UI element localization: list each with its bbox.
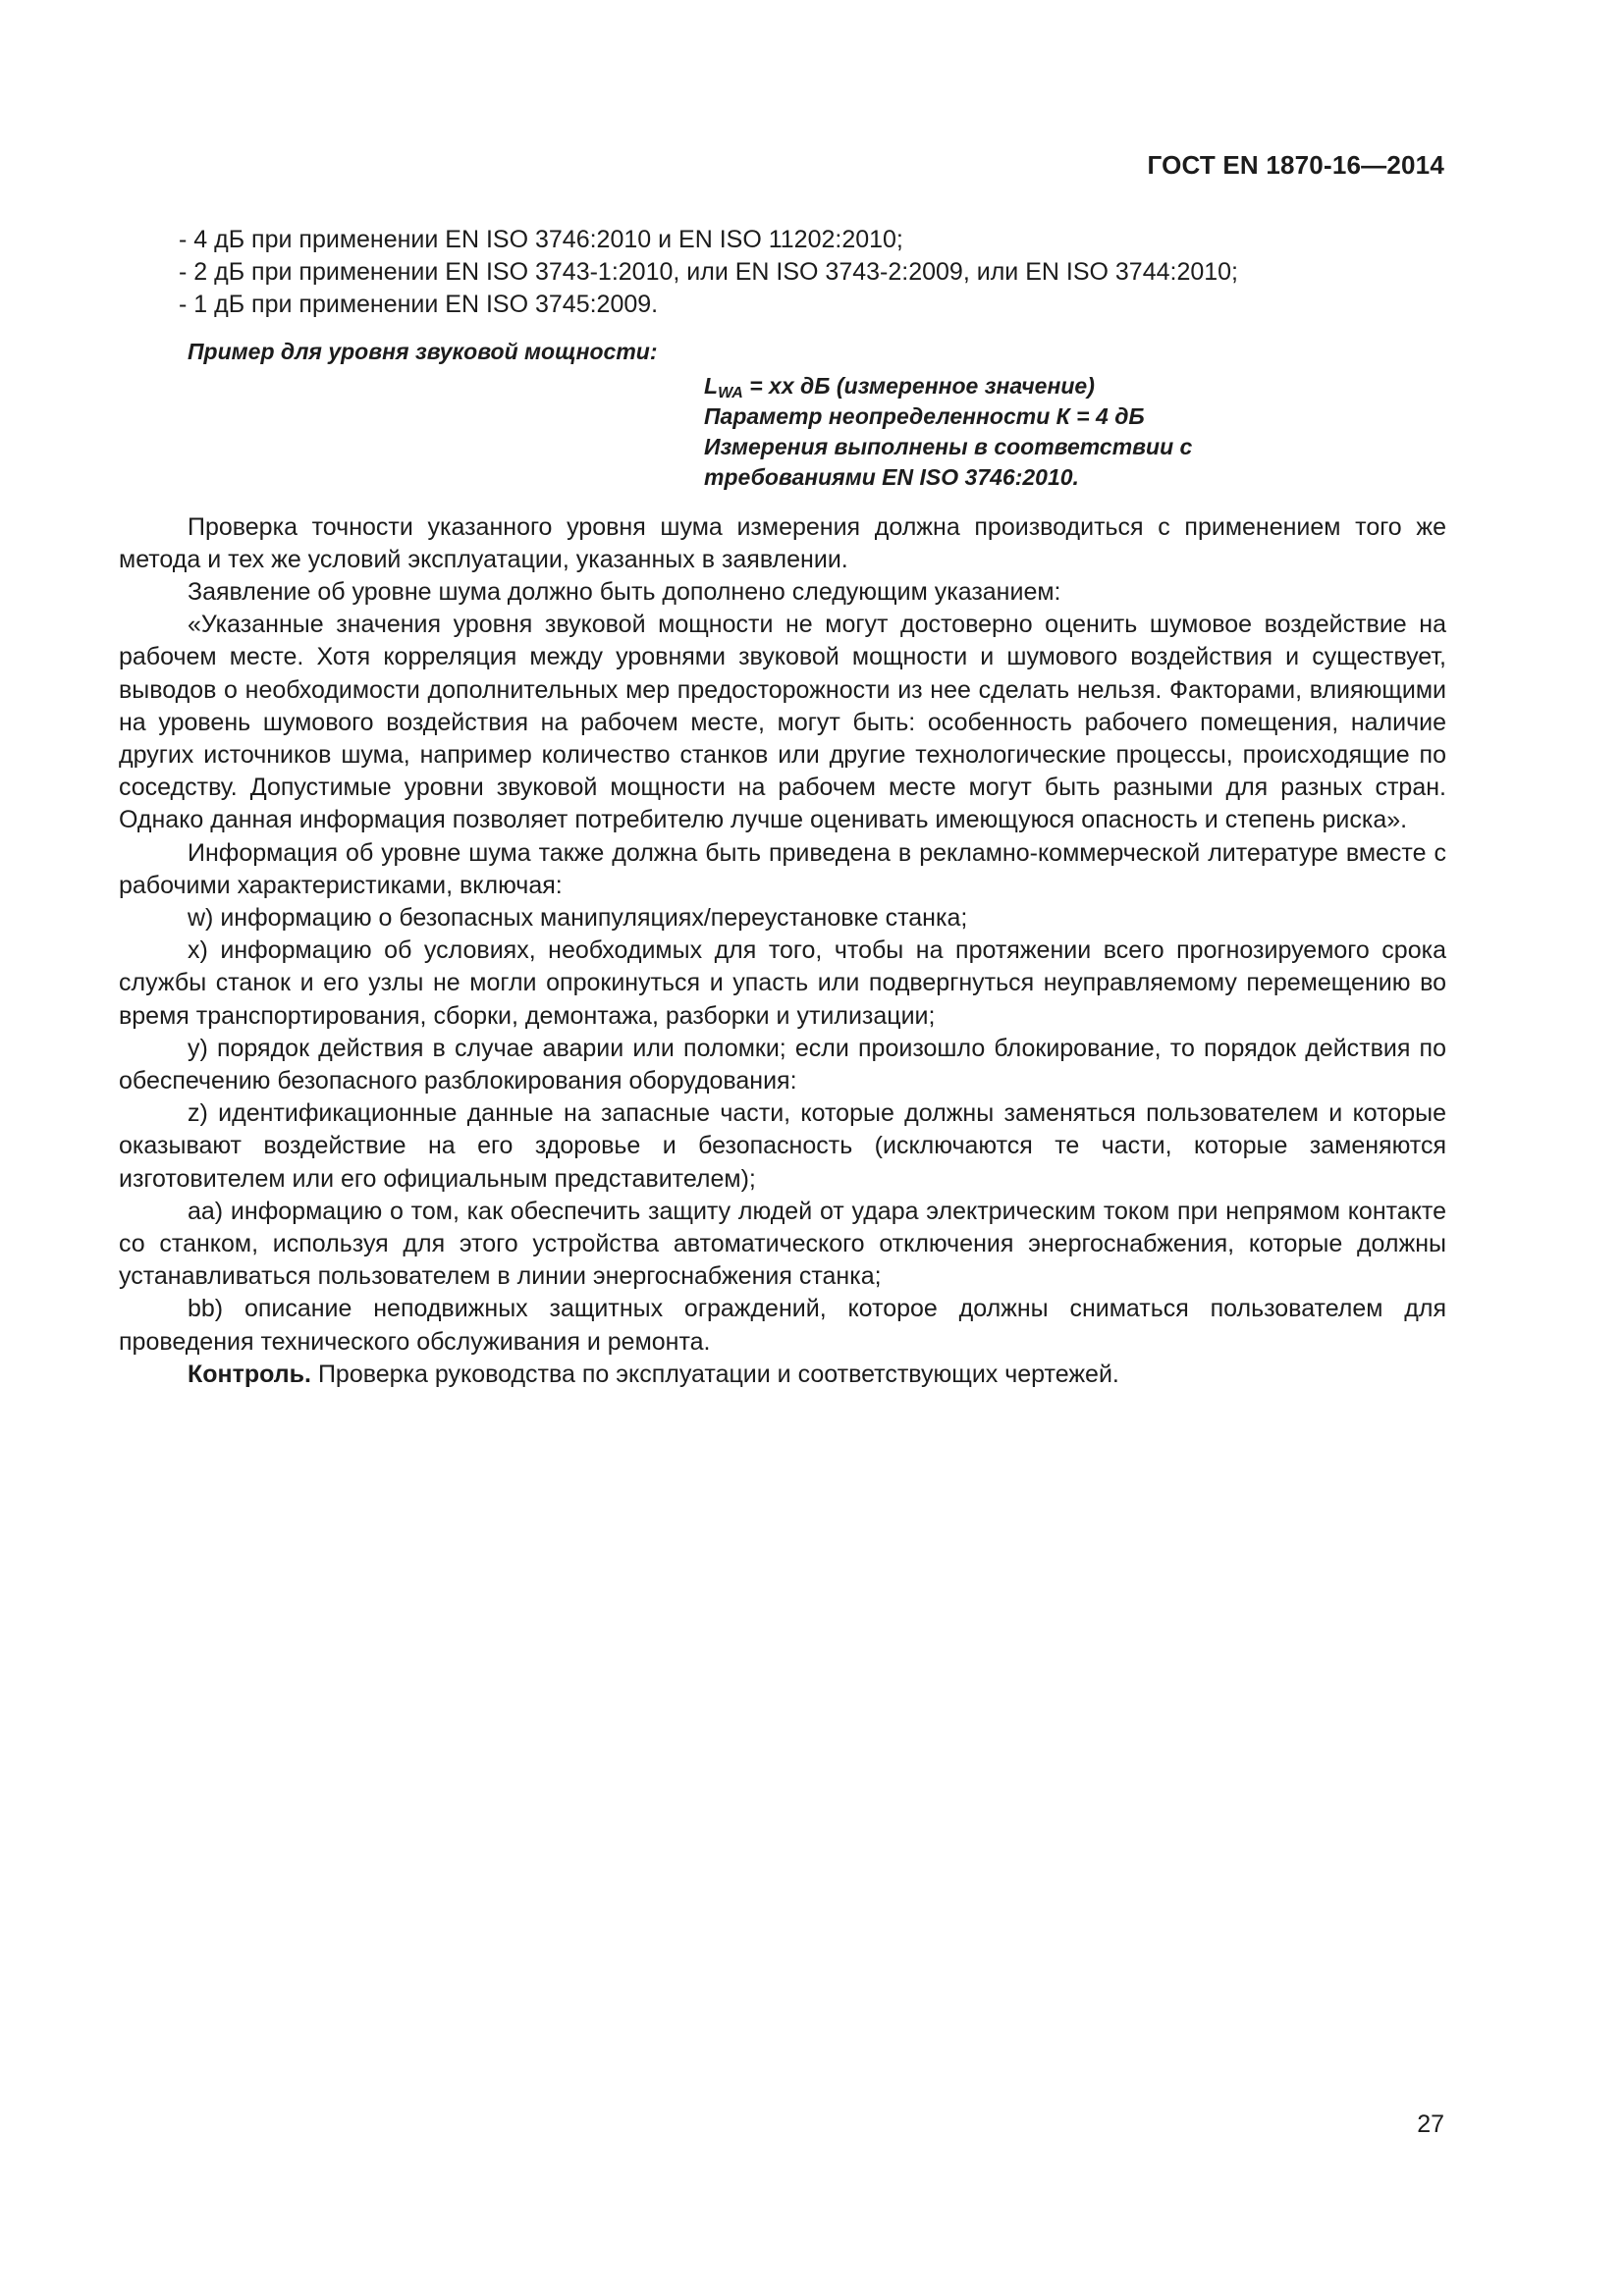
example-line-1: [704, 371, 1446, 401]
dash-item: - 1 дБ при применении EN ISO 3745:2009.: [179, 291, 659, 319]
list-item-aa: aa) информацию о том, как обеспечить защиту людей от удара электрическим током при непрямом контакте со станком, используя для этого устройства автоматического отключения энергоснабжения, которые должны устанавливаться пользователем в линии энергоснабжения станка;: [119, 1197, 1446, 1291]
example-line-3: Измерения выполнены в соответствии с: [704, 433, 1193, 459]
paragraph: Информация об уровне шума также должна быть приведена в рекламно-коммерческой литературе вместе с рабочими характеристиками, включая:: [119, 838, 1446, 899]
example-line-2: Параметр неопределенности К = 4 дБ: [704, 402, 1145, 429]
list-item-x: x) информацию об условиях, необходимых для того, чтобы на протяжении всего прогнозируемого срока службы станок и его узлы не могли опрокинуться и упасть или подвергнуться неуправляемому перемещению во время транспортирования, сборки, демонтажа, разборки и утилизации;: [119, 936, 1446, 1030]
control-paragraph: [119, 1359, 1446, 1391]
control-text: Проверка руководства по эксплуатации и соответствующих чертежей.: [311, 1360, 1119, 1388]
paragraph: Заявление об уровне шума должно быть дополнено следующим указанием:: [188, 578, 1061, 607]
paragraph: «Указанные значения уровня звуковой мощности не могут достоверно оценить шумовое воздействие на рабочем месте. Хотя корреляция между уровнями звуковой мощности и шумового воздействия и существует, выводов о необходимости дополнительных мер предосторожности из нее сделать нельзя. Факторами, влияющими на уровень шумового воздействия на рабочем месте, могут быть: особенность рабочего помещения, наличие других источников шума, например количество станков или другие технологические процессы, происходящие по соседству. Допустимые уровни звуковой мощности на рабочем месте могут быть разными для разных стран. Однако данная информация позволяет потребителю лучше оценивать имеющуюся опасность и степень риска».: [119, 611, 1446, 834]
page-number: 27: [1417, 2110, 1444, 2138]
list-item-w: w) информацию о безопасных манипуляциях/переустановке станка;: [188, 904, 968, 933]
dash-item: - 4 дБ при применении EN ISO 3746:2010 и EN ISO 11202:2010;: [179, 226, 903, 253]
lwa-value: = хх дБ (измеренное значение): [742, 372, 1095, 399]
control-label: Контроль.: [188, 1360, 311, 1388]
example-line-4: требованиями EN ISO 3746:2010.: [704, 463, 1079, 490]
lwa-symbol: L: [704, 372, 719, 399]
example-title: Пример для уровня звуковой мощности:: [188, 338, 658, 364]
lwa-subscript: WA: [718, 384, 743, 401]
dash-item: - 2 дБ при применении EN ISO 3743-1:2010, или EN ISO 3743-2:2009, или EN ISO 3744:2010;: [179, 258, 1239, 287]
paragraph: Проверка точности указанного уровня шума измерения должна производиться с применением того же метода и тех же условий эксплуатации, указанных в заявлении.: [119, 512, 1446, 573]
list-item-z: z) идентификационные данные на запасные части, которые должны заменяться пользователем и которые оказывают воздействие на его здоровье и безопасность (исключаются те части, которые заменяются изготовителем или его официальным представителем);: [119, 1099, 1446, 1193]
document-header: ГОСТ EN 1870-16—2014: [1147, 150, 1444, 180]
list-item-y: y) порядок действия в случае аварии или поломки; если произошло блокирование, то порядок действия по обеспечению безопасного разблокирования оборудования:: [119, 1034, 1446, 1095]
document-body: [119, 224, 1446, 1391]
example-block: [704, 371, 1446, 493]
list-item-bb: bb) описание неподвижных защитных ограждений, которое должны сниматься пользователем для проведения технического обслуживания и ремонта.: [119, 1295, 1446, 1356]
